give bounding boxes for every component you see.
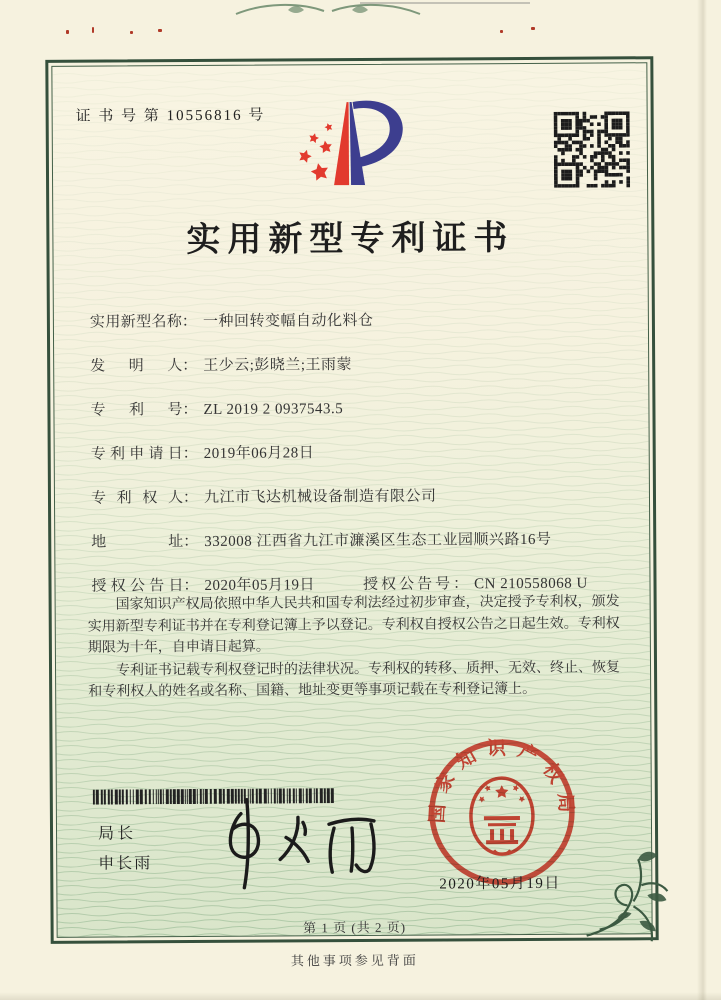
corner-ornament-icon <box>581 851 677 947</box>
qr-code-icon <box>554 111 630 187</box>
certificate-border-frame <box>45 56 658 944</box>
field-row-patentee: 专利权人： 九江市飞达机械设备制造有限公司 <box>91 473 636 520</box>
field-row-name: 实用新型名称： 一种回转变幅自动化料仓 <box>90 297 635 344</box>
director-signature-icon <box>201 793 392 894</box>
legal-paragraph: 国家知识产权局依照中华人民共和国专利法经过初步审查，决定授予专利权，颁发实用新型专利证书并在专利登记簿上予以登记。专利权自授权公告之日起生效。专利权期限为十年，自申请日起算。 <box>87 594 620 656</box>
field-value: 2019年06月28日 <box>203 445 315 462</box>
seal-text: 国家知识产权局 <box>427 738 577 824</box>
field-label: 发明人 <box>90 358 183 375</box>
field-label: 地址 <box>91 534 184 551</box>
legal-text <box>88 591 634 704</box>
field-row-filing-date: 专利申请日： 2019年06月28日 <box>91 429 636 476</box>
seal-date: 2020年05月19日 <box>439 875 561 893</box>
page-bottom-shadow <box>0 992 721 1000</box>
field-row-address: 地址： 332008 江西省九江市濂溪区生态工业园顺兴路16号 <box>91 517 636 564</box>
field-label: 专利号 <box>90 402 183 419</box>
svg-text:国家知识产权局 <box>426 736 578 824</box>
field-label: 授权公告号 <box>363 576 454 593</box>
page-number: 第 1 页 (共 2 页) <box>303 919 407 936</box>
field-value: 九江市飞达机械设备制造有限公司 <box>203 488 437 506</box>
cnipa-logo-icon <box>267 98 448 209</box>
field-label: 授权公告日 <box>91 578 184 595</box>
field-row-inventor: 发明人： 王少云;彭晓兰;王雨蒙 <box>90 341 635 388</box>
field-value: CN 210558068 U <box>474 575 588 593</box>
field-label: 实用新型名称 <box>89 314 182 331</box>
certificate-fields <box>90 297 637 608</box>
field-label: 专利权人 <box>90 490 184 507</box>
certificate-title: 实用新型专利证书 <box>186 220 515 260</box>
field-row-patent-no: 专利号： ZL 2019 2 0937543.5 <box>90 385 635 432</box>
back-note: 其他事项参见背面 <box>290 952 419 969</box>
legal-paragraph: 专利证书记载专利权登记时的法律状况。专利权的转移、质押、无效、终止、恢复和专利权人的姓名或名称、国籍、地址变更等事项记载在专利登记簿上。 <box>88 659 621 700</box>
field-value: 一种回转变幅自动化料仓 <box>202 312 374 330</box>
signer-name: 申长雨 <box>98 855 153 873</box>
field-value: ZL 2019 2 0937543.5 <box>203 401 344 418</box>
certificate-number: 证 书 号 第 10556816 号 <box>75 107 266 125</box>
official-seal-icon <box>421 732 582 893</box>
page-fold-shadow <box>697 0 707 1000</box>
field-value: 王少云;彭晓兰;王雨蒙 <box>203 357 353 374</box>
field-value: 2020年05月19日 <box>204 577 316 594</box>
field-label: 专利申请日 <box>90 446 183 463</box>
field-row-grant: 授权公告日： 2020年05月19日 授权公告号： CN 210558068 U <box>91 561 636 608</box>
field-value: 332008 江西省九江市濂溪区生态工业园顺兴路16号 <box>204 531 552 550</box>
signer-title: 局长 <box>97 825 137 843</box>
